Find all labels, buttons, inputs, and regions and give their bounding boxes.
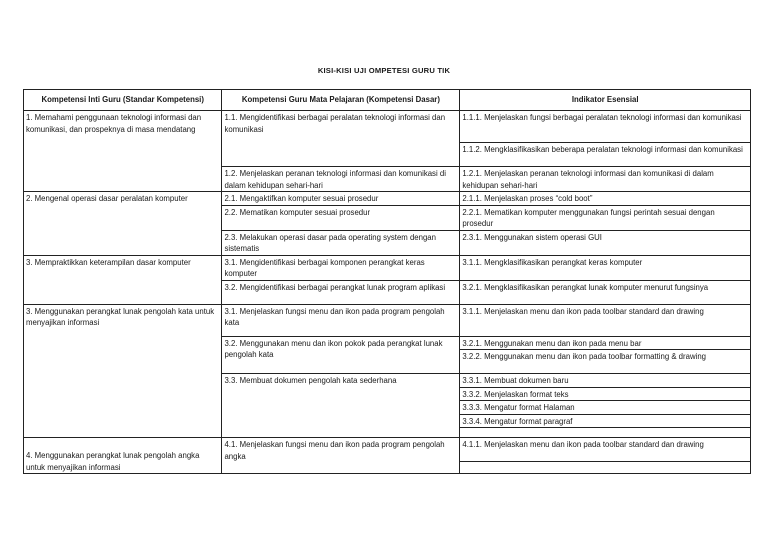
cell-kd: 3.3. Membuat dokumen pengolah kata sederhana [222,374,460,438]
cell-ki: 3. Mempraktikkan keterampilan dasar komputer [24,255,222,304]
cell-indikator: 1.2.1. Menjelaskan peranan teknologi informasi dan komunikasi di dalam kehidupan sehari-hari [460,167,751,192]
cell-kd: 4.1. Menjelaskan fungsi menu dan ikon pada program pengolah angka [222,438,460,474]
cell-kd: 2.1. Mengaktifkan komputer sesuai prosedur [222,192,460,206]
cell-indikator: 3.3.4. Mengatur format paragraf [460,414,751,428]
cell-kd: 1.1. Mengidentifikasi berbagai peralatan teknologi informasi dan komunikasi [222,111,460,167]
cell-ki: 4. Menggunakan perangkat lunak pengolah angka untuk menyajikan informasi [24,438,222,474]
document-title: KISI-KISI UJI OMPETESI GURU TIK [317,66,451,75]
table-row [24,111,751,143]
cell-ki: 3. Menggunakan perangkat lunak pengolah kata untuk menyajikan informasi [24,304,222,438]
cell-indikator-empty [460,462,751,474]
table-row [24,304,751,336]
header-kompetensi-dasar: Kompetensi Guru Mata Pelajaran (Kompetensi Dasar) [222,90,460,111]
cell-indikator: 4.1.1. Menjelaskan menu dan ikon pada toolbar standard dan drawing [460,438,751,462]
cell-indikator: 3.2.2. Menggunakan menu dan ikon pada toolbar formatting & drawing [460,350,751,374]
cell-indikator: 2.1.1. Menjelaskan proses “cold boot” [460,192,751,206]
cell-kd: 2.3. Melakukan operasi dasar pada operating system dengan sistematis [222,230,460,255]
cell-indikator: 2.2.1. Mematikan komputer menggunakan fungsi perintah sesuai dengan prosedur [460,205,751,230]
cell-ki: 1. Memahami penggunaan teknologi informasi dan komunikasi, dan prospeknya di masa mendatang [24,111,222,192]
cell-kd: 3.1. Mengidentifikasi berbagai komponen perangkat keras komputer [222,255,460,280]
table-row [24,438,751,462]
cell-ki: 2. Mengenal operasi dasar peralatan komputer [24,192,222,256]
table-row [24,192,751,206]
cell-indikator: 1.1.2. Mengklasifikasikan beberapa peralatan teknologi informasi dan komunikasi [460,143,751,167]
cell-indikator: 3.1.1. Mengklasifikasikan perangkat keras komputer [460,255,751,280]
header-indikator-esensial: Indikator Esensial [460,90,751,111]
cell-indikator: 3.2.1. Menggunakan menu dan ikon pada menu bar [460,336,751,350]
header-standar-kompetensi: Kompetensi Inti Guru (Standar Kompetensi) [24,90,222,111]
table-row [24,255,751,280]
table-header-row [24,90,751,111]
cell-indikator: 3.3.3. Mengatur format Halaman [460,401,751,415]
cell-indikator: 3.3.1. Membuat dokumen baru [460,374,751,388]
competency-table [23,89,751,474]
cell-kd: 1.2. Menjelaskan peranan teknologi informasi dan komunikasi di dalam kehidupan sehari-hari [222,167,460,192]
cell-kd: 3.1. Menjelaskan fungsi menu dan ikon pada program pengolah kata [222,304,460,336]
cell-indikator-empty [460,428,751,438]
cell-indikator: 3.2.1. Mengklasifikasikan perangkat lunak komputer menurut fungsinya [460,280,751,304]
cell-indikator: 2.3.1. Menggunakan sistem operasi GUI [460,230,751,255]
cell-indikator: 3.3.2. Menjelaskan format teks [460,387,751,401]
cell-kd: 3.2. Menggunakan menu dan ikon pokok pada perangkat lunak pengolah kata [222,336,460,374]
cell-kd: 3.2. Mengidentifikasi berbagai perangkat lunak program aplikasi [222,280,460,304]
cell-kd: 2.2. Mematikan komputer sesuai prosedur [222,205,460,230]
cell-indikator: 1.1.1. Menjelaskan fungsi berbagai peralatan teknologi informasi dan komunikasi [460,111,751,143]
cell-indikator: 3.1.1. Menjelaskan menu dan ikon pada toolbar standard dan drawing [460,304,751,336]
